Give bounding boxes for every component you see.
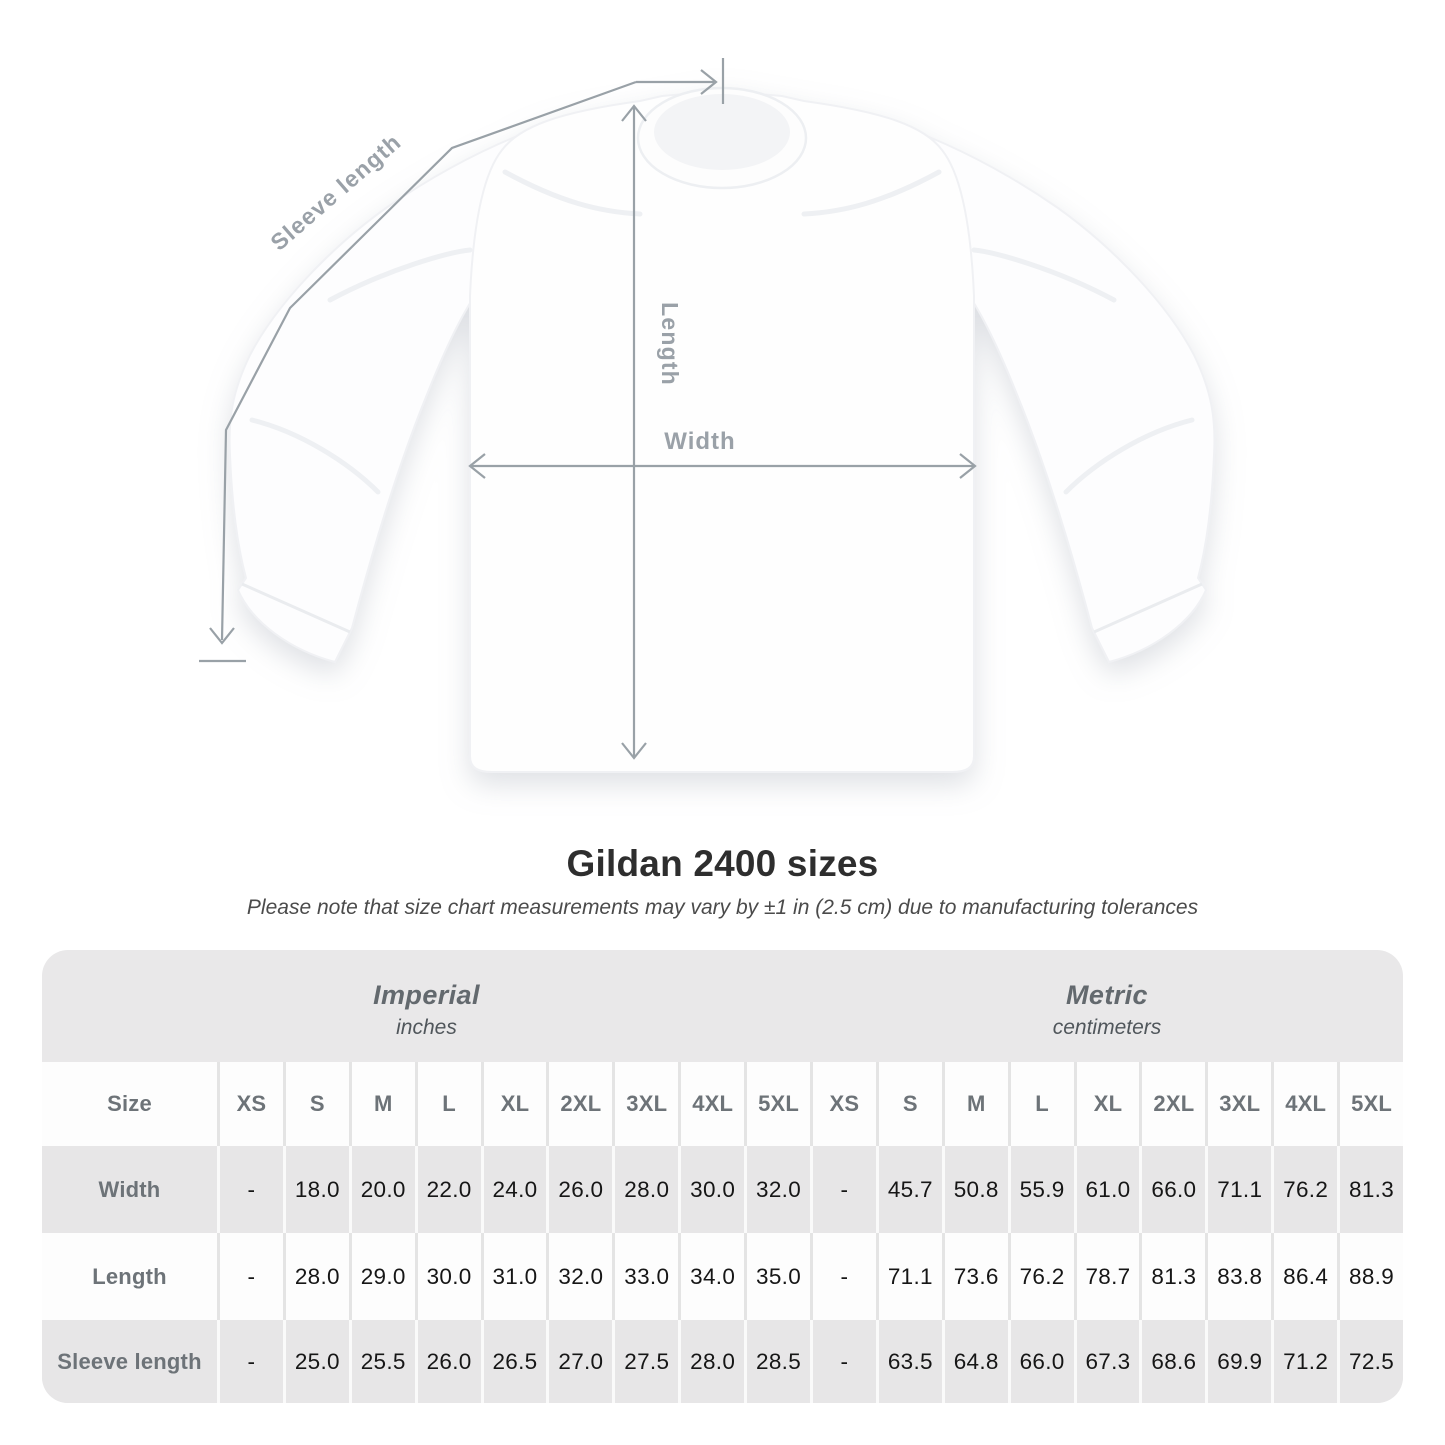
- size-table-grid: [42, 1062, 1403, 1403]
- cell-width-metric-xs: -: [810, 1146, 876, 1233]
- size-header-imperial-xs: XS: [217, 1062, 283, 1146]
- cell-sleeve-length-metric-3xl: 69.9: [1205, 1320, 1271, 1403]
- page-title: Gildan 2400 sizes: [566, 843, 879, 884]
- cell-length-metric-5xl: 88.9: [1337, 1233, 1403, 1320]
- size-header-metric-l: L: [1008, 1062, 1074, 1146]
- cell-sleeve-length-metric-5xl: 72.5: [1337, 1320, 1403, 1403]
- cell-length-imperial-3xl: 33.0: [612, 1233, 678, 1320]
- cell-sleeve-length-imperial-2xl: 27.0: [546, 1320, 612, 1403]
- cell-width-metric-4xl: 76.2: [1271, 1146, 1337, 1233]
- size-header-metric-xs: XS: [810, 1062, 876, 1146]
- cell-length-metric-m: 73.6: [942, 1233, 1008, 1320]
- cell-length-metric-xl: 78.7: [1074, 1233, 1140, 1320]
- cell-width-metric-3xl: 71.1: [1205, 1146, 1271, 1233]
- cell-sleeve-length-imperial-l: 26.0: [415, 1320, 481, 1403]
- length-label: Length: [657, 302, 683, 386]
- cell-length-metric-l: 76.2: [1008, 1233, 1074, 1320]
- cell-sleeve-length-imperial-s: 25.0: [283, 1320, 349, 1403]
- width-label: Width: [664, 428, 736, 455]
- size-header-imperial-3xl: 3XL: [612, 1062, 678, 1146]
- cell-sleeve-length-metric-4xl: 71.2: [1271, 1320, 1337, 1403]
- row-label-width: Width: [42, 1146, 217, 1233]
- cell-width-imperial-5xl: 32.0: [744, 1146, 810, 1233]
- cell-width-metric-l: 55.9: [1008, 1146, 1074, 1233]
- metric-section-header: [811, 950, 1403, 1062]
- sleeve-length-label: Sleeve length: [265, 128, 407, 256]
- cell-length-imperial-5xl: 35.0: [744, 1233, 810, 1320]
- cell-width-imperial-xl: 24.0: [481, 1146, 547, 1233]
- size-header-imperial-2xl: 2XL: [546, 1062, 612, 1146]
- cell-width-imperial-s: 18.0: [283, 1146, 349, 1233]
- cell-width-metric-m: 50.8: [942, 1146, 1008, 1233]
- cell-length-metric-4xl: 86.4: [1271, 1233, 1337, 1320]
- row-label-sleeve-length: Sleeve length: [42, 1320, 217, 1403]
- cell-sleeve-length-metric-xl: 67.3: [1074, 1320, 1140, 1403]
- cell-sleeve-length-imperial-4xl: 28.0: [678, 1320, 744, 1403]
- size-header-metric-5xl: 5XL: [1337, 1062, 1403, 1146]
- imperial-section-unit: inches: [396, 1016, 457, 1039]
- size-column-header: Size: [42, 1062, 217, 1146]
- cell-width-imperial-3xl: 28.0: [612, 1146, 678, 1233]
- cell-sleeve-length-metric-2xl: 68.6: [1139, 1320, 1205, 1403]
- cell-width-metric-5xl: 81.3: [1337, 1146, 1403, 1233]
- cell-length-metric-2xl: 81.3: [1139, 1233, 1205, 1320]
- cell-length-metric-xs: -: [810, 1233, 876, 1320]
- size-header-imperial-xl: XL: [481, 1062, 547, 1146]
- size-header-metric-2xl: 2XL: [1139, 1062, 1205, 1146]
- cell-length-imperial-s: 28.0: [283, 1233, 349, 1320]
- cell-length-imperial-4xl: 34.0: [678, 1233, 744, 1320]
- cell-width-imperial-4xl: 30.0: [678, 1146, 744, 1233]
- cell-sleeve-length-metric-xs: -: [810, 1320, 876, 1403]
- size-header-imperial-s: S: [283, 1062, 349, 1146]
- cell-width-imperial-m: 20.0: [349, 1146, 415, 1233]
- tolerance-note: Please note that size chart measurements may vary by ±1 in (2.5 cm) due to manufacturing tolerances: [246, 896, 1199, 919]
- cell-length-imperial-l: 30.0: [415, 1233, 481, 1320]
- size-header-imperial-m: M: [349, 1062, 415, 1146]
- cell-length-metric-3xl: 83.8: [1205, 1233, 1271, 1320]
- size-header-metric-s: S: [876, 1062, 942, 1146]
- cell-length-imperial-2xl: 32.0: [546, 1233, 612, 1320]
- cell-sleeve-length-imperial-3xl: 27.5: [612, 1320, 678, 1403]
- cell-width-imperial-l: 22.0: [415, 1146, 481, 1233]
- size-header-metric-4xl: 4XL: [1271, 1062, 1337, 1146]
- collar-opening: [654, 94, 790, 170]
- cell-width-imperial-xs: -: [217, 1146, 283, 1233]
- cell-sleeve-length-metric-m: 64.8: [942, 1320, 1008, 1403]
- size-header-imperial-4xl: 4XL: [678, 1062, 744, 1146]
- size-header-metric-3xl: 3XL: [1205, 1062, 1271, 1146]
- units-header-row: [42, 950, 1403, 1062]
- metric-section-title: Metric: [1066, 980, 1148, 1010]
- row-label-length: Length: [42, 1233, 217, 1320]
- cell-sleeve-length-imperial-5xl: 28.5: [744, 1320, 810, 1403]
- cell-sleeve-length-imperial-xs: -: [217, 1320, 283, 1403]
- size-table: [42, 950, 1403, 1403]
- cell-sleeve-length-imperial-xl: 26.5: [481, 1320, 547, 1403]
- size-header-imperial-5xl: 5XL: [744, 1062, 810, 1146]
- cell-length-imperial-xl: 31.0: [481, 1233, 547, 1320]
- cell-width-metric-xl: 61.0: [1074, 1146, 1140, 1233]
- size-header-metric-m: M: [942, 1062, 1008, 1146]
- cell-sleeve-length-metric-s: 63.5: [876, 1320, 942, 1403]
- imperial-section-title: Imperial: [373, 980, 480, 1010]
- size-header-metric-xl: XL: [1074, 1062, 1140, 1146]
- cell-length-metric-s: 71.1: [876, 1233, 942, 1320]
- cell-width-metric-s: 45.7: [876, 1146, 942, 1233]
- imperial-section-header: [42, 950, 811, 1062]
- cell-width-metric-2xl: 66.0: [1139, 1146, 1205, 1233]
- cell-length-imperial-xs: -: [217, 1233, 283, 1320]
- cell-length-imperial-m: 29.0: [349, 1233, 415, 1320]
- heading-block: [0, 842, 1445, 922]
- cell-sleeve-length-metric-l: 66.0: [1008, 1320, 1074, 1403]
- metric-section-unit: centimeters: [1052, 1016, 1162, 1039]
- cell-sleeve-length-imperial-m: 25.5: [349, 1320, 415, 1403]
- cell-width-imperial-2xl: 26.0: [546, 1146, 612, 1233]
- size-header-imperial-l: L: [415, 1062, 481, 1146]
